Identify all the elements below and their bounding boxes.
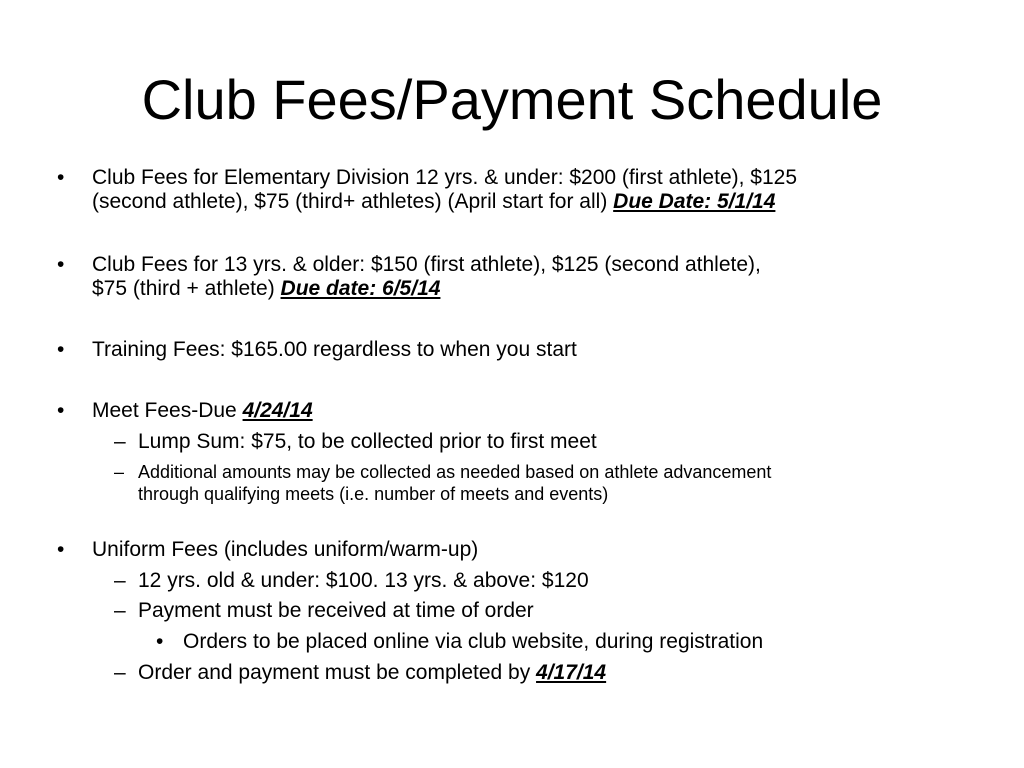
sub-bullet-line: through qualifying meets (i.e. number of meets and events) [138,484,609,504]
bullet-line: Club Fees for Elementary Division 12 yrs. & under: $200 (first athlete), $125 [92,166,797,189]
sub-bullet-line: 12 yrs. old & under: $100. 13 yrs. & above: $120 [138,569,589,592]
sub-bullet-line: Lump Sum: $75, to be collected prior to first meet [138,430,597,453]
bullet-marker: • [57,538,65,561]
sub-bullet-line [138,661,606,685]
bullet-line: Club Fees for 13 yrs. & older: $150 (first athlete), $125 (second athlete), [92,253,761,276]
slide-title: Club Fees/Payment Schedule [141,68,883,131]
bullet-marker: • [57,166,65,189]
bullet-line [92,190,775,214]
due-date: Due date: 6/5/14 [280,277,441,300]
sub-bullet-marker: – [114,462,125,482]
bullet-line: Training Fees: $165.00 regardless to when you start [92,338,577,361]
sub-sub-bullet-marker: • [156,630,164,653]
due-date: 4/24/14 [242,399,313,422]
bullet-marker: • [57,399,65,422]
sub-sub-bullet-line: Orders to be placed online via club website, during registration [183,630,764,653]
sub-bullet-marker: – [114,599,126,622]
bullet-marker: • [57,253,65,276]
sub-bullet-line: Additional amounts may be collected as needed based on athlete advancement [138,462,772,482]
due-date: Due Date: 5/1/14 [613,190,776,213]
sub-bullet-marker: – [114,661,126,684]
bullet-line: Uniform Fees (includes uniform/warm-up) [92,538,479,561]
bullet-line [92,399,313,423]
sub-bullet-marker: – [114,569,126,592]
bullet-line [92,277,440,301]
sub-bullet-line-text: Order and payment must be completed by [138,661,537,684]
due-date: 4/17/14 [536,661,607,684]
bullet-marker: • [57,338,65,361]
sub-bullet-line: Payment must be received at time of order [138,599,534,622]
bullet-line-text: (second athlete), $75 (third+ athletes) (April start for all) [92,190,614,213]
sub-bullet-marker: – [114,430,126,453]
bullet-line-text: $75 (third + athlete) [92,277,281,300]
bullet-line-text: Meet Fees-Due [92,399,243,422]
